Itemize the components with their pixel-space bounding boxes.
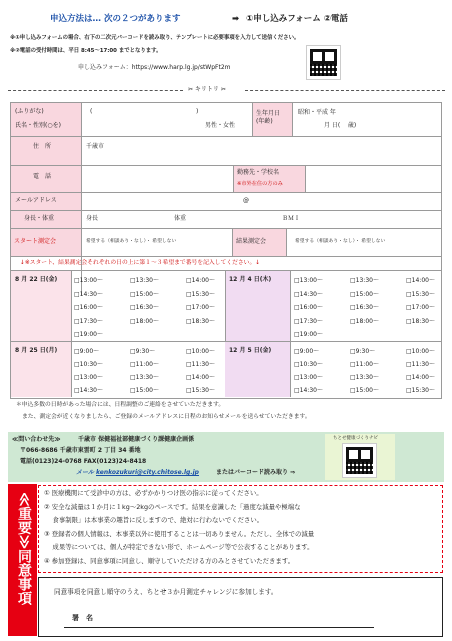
application-title: 申込方法は… 次の２つがあります xyxy=(50,14,181,24)
time-slot-checkbox[interactable]: □18:00～ xyxy=(350,317,379,325)
form-url[interactable]: 申し込みフォーム：https://www.harp.lg.jp/stWpFt2m xyxy=(78,64,231,71)
cut-line-left xyxy=(8,90,183,91)
at-sign: @ xyxy=(243,197,249,204)
time-slot-checkbox[interactable]: □16:00～ xyxy=(74,304,103,311)
time-slot-checkbox[interactable]: □13:00～ xyxy=(294,374,323,381)
dec4-date: 12 月 4 日(木) xyxy=(229,276,272,283)
furigana-paren-close: ) xyxy=(196,108,199,115)
time-slot-checkbox[interactable]: □17:30～ xyxy=(294,317,323,325)
contact-org: 千歳市 保健福祉部健康づくり課健康企画係 xyxy=(78,436,195,443)
email-label: メールアドレス xyxy=(15,197,57,204)
time-slot-checkbox[interactable]: □13:30～ xyxy=(130,374,159,381)
time-slot-checkbox[interactable]: □11:00～ xyxy=(350,361,379,368)
time-slot-checkbox[interactable]: □9:00～ xyxy=(74,348,100,355)
arrow-icon: ➡ xyxy=(232,14,240,24)
start-label: スタート測定会 xyxy=(14,238,57,245)
divider xyxy=(290,271,291,397)
name-input[interactable] xyxy=(84,117,204,133)
contact-mail-suffix: またはバーコード読み取り ⇒ xyxy=(216,469,296,476)
consent-item: 成果等については、個人が特定できない形で、ホームページ等で公表することがあります。 xyxy=(44,543,314,551)
footnote-1: ＊申込多数の日時があった場合には、日程調整のご連絡をさせていただきます。 xyxy=(16,402,225,408)
time-slot-checkbox[interactable]: □14:30～ xyxy=(74,387,103,394)
divider xyxy=(232,229,233,256)
work-note: ※市外在住の方のみ xyxy=(237,181,283,187)
gender-choice[interactable]: 男性・女性 xyxy=(205,122,236,129)
aug22-date: 8 月 22 日(金) xyxy=(15,276,58,283)
birth-era[interactable]: 昭和・平成 年 xyxy=(298,109,336,116)
divider xyxy=(233,166,234,192)
result-options[interactable]: 希望する（相談あり・なし）・ 希望しない xyxy=(295,239,386,244)
address-label-cell xyxy=(11,137,81,165)
divider xyxy=(292,103,293,136)
note-form: ※①申し込みフォームの場合、右下の二次元バーコードを読み取り、テンプレートに必要事項を入力して送信ください。 xyxy=(10,35,300,41)
signature-line[interactable] xyxy=(64,627,374,628)
time-slot-checkbox[interactable]: □15:00～ xyxy=(130,290,159,298)
time-slot-checkbox[interactable]: □14:30～ xyxy=(294,387,323,394)
time-slot-checkbox[interactable]: □14:30～ xyxy=(74,290,103,298)
time-slot-checkbox[interactable]: □10:00～ xyxy=(186,348,215,355)
aug25-date: 8 月 25 日(月) xyxy=(15,347,58,354)
birth-label: 生年月日 (年齢) xyxy=(256,110,281,125)
time-slot-checkbox[interactable]: □9:30～ xyxy=(130,348,156,355)
work-label: 勤務先・学校名 xyxy=(237,169,280,176)
time-slot-checkbox[interactable]: □16:30～ xyxy=(130,304,159,311)
phone-input[interactable] xyxy=(84,168,229,190)
divider xyxy=(252,103,253,136)
time-slot-checkbox[interactable]: □19:00～ xyxy=(294,331,323,338)
address-label: 住 所 xyxy=(33,143,52,150)
time-slot-checkbox[interactable]: □13:00～ xyxy=(74,374,103,381)
time-slot-checkbox[interactable]: □13:30～ xyxy=(350,277,379,284)
time-slot-checkbox[interactable]: □15:00～ xyxy=(350,290,379,298)
navi-qr-caption: ちとせ健康づくりナビ xyxy=(333,436,378,441)
body-label: 身長・体重 xyxy=(24,215,55,222)
contact-mail-prefix: メール xyxy=(76,469,94,476)
time-slot-checkbox[interactable]: □13:00～ xyxy=(294,277,323,284)
form-qr-code[interactable] xyxy=(307,46,340,79)
agreement-text: 同意事項を同意し順守のうえ、ちとせ３か月測定チャレンジに参加します。 xyxy=(54,588,278,596)
consent-item: ① 医療機関にて受診中の方は、必ずかかりつけ医の指示に従ってください。 xyxy=(44,489,263,497)
time-slot-checkbox[interactable]: □15:30～ xyxy=(186,290,215,298)
divider xyxy=(286,229,287,256)
time-slot-checkbox[interactable]: □16:00～ xyxy=(294,304,323,311)
name-gender-label: 氏名・性別(○を) xyxy=(15,122,61,129)
time-slot-checkbox[interactable]: □11:30～ xyxy=(186,361,215,368)
time-slot-checkbox[interactable]: □15:00～ xyxy=(350,387,379,394)
consent-side-label: ≪重要≫同意事項 xyxy=(16,492,32,606)
time-slot-checkbox[interactable]: □9:30～ xyxy=(350,348,376,355)
time-slot-checkbox[interactable]: □13:00～ xyxy=(74,277,103,284)
consent-item: ④ 参加登録は、同意事項に同意し、順守していただける方のみとさせていただきます。 xyxy=(44,556,295,565)
time-slot-checkbox[interactable]: □17:00～ xyxy=(186,304,215,311)
time-slot-checkbox[interactable]: □11:00～ xyxy=(130,361,159,368)
time-slot-checkbox[interactable]: □14:00～ xyxy=(406,277,435,284)
footnote-2: また、測定会が近くなりましたら、ご登録のメールアドレスに日程のお知らせメールを送らせていただきます。 xyxy=(22,414,311,420)
contact-label: ≪問い合わせ先≫ xyxy=(12,436,61,443)
time-slot-checkbox[interactable]: □11:30～ xyxy=(406,361,435,368)
time-slot-checkbox[interactable]: □13:30～ xyxy=(350,374,379,381)
time-slot-checkbox[interactable]: □17:00～ xyxy=(406,304,435,311)
time-slot-checkbox[interactable]: □18:30～ xyxy=(186,317,215,325)
time-slot-checkbox[interactable]: □15:30～ xyxy=(406,290,435,298)
bmi-label[interactable]: ＢＭＩ xyxy=(282,215,301,222)
time-slot-checkbox[interactable]: □16:30～ xyxy=(350,304,379,311)
time-slot-checkbox[interactable]: □10:30～ xyxy=(74,361,103,368)
divider xyxy=(305,166,306,192)
divider xyxy=(71,271,72,397)
time-slot-checkbox[interactable]: □14:00～ xyxy=(186,374,215,381)
dec5-date: 12 月 5 日(金) xyxy=(229,347,272,354)
time-slot-checkbox[interactable]: □17:30～ xyxy=(74,317,103,325)
furigana-label: (ふりがな) xyxy=(15,108,44,115)
divider xyxy=(11,256,441,257)
time-slot-checkbox[interactable]: □15:00～ xyxy=(130,387,159,394)
time-slot-checkbox[interactable]: □14:00～ xyxy=(406,374,435,381)
consent-item: ② 安全な減量は１か月に１kg～2kgのペースです。結果を意識した「過度な減量や極端な xyxy=(44,502,301,511)
start-options[interactable]: 希望する（相談あり・なし）・ 希望しない xyxy=(86,239,177,244)
furigana-paren-open: ( xyxy=(90,108,93,115)
time-slot-checkbox[interactable]: □14:00～ xyxy=(186,277,215,284)
time-slot-checkbox[interactable]: □10:00～ xyxy=(406,348,435,355)
note-phone: ※②電話の受付時間は、平日 8:45～17:00 までとなります。 xyxy=(10,48,162,54)
time-slot-checkbox[interactable]: □10:30～ xyxy=(294,361,323,368)
contact-email-link[interactable]: kenkozukuri@city.chitose.lg.jp xyxy=(96,469,199,476)
time-slot-checkbox[interactable]: □14:30～ xyxy=(294,290,323,298)
birth-month-day[interactable]: 月 日( 歳) xyxy=(324,122,357,129)
contact-tel: 電話(0123)24-0768 FAX(0123)24-8418 xyxy=(20,458,147,465)
time-slot-checkbox[interactable]: □18:00～ xyxy=(130,317,159,325)
navi-qr-code[interactable] xyxy=(343,444,376,477)
time-slot-checkbox[interactable]: □19:00～ xyxy=(74,331,103,338)
schedule-instruction: ↓※スタート、結果測定会それぞれの日の上に第１～３希望まで番号を記入してください。↓ xyxy=(20,260,261,266)
weight-label[interactable]: 体重 xyxy=(174,215,187,222)
time-slot-checkbox[interactable]: □18:30～ xyxy=(406,317,435,325)
height-label[interactable]: 身長 xyxy=(86,215,99,222)
time-slot-checkbox[interactable]: □9:00～ xyxy=(294,348,320,355)
contact-address: 〒066-8686 千歳市東雲町 2 丁目 34 番地 xyxy=(20,447,141,454)
result-label: 結果測定会 xyxy=(236,238,267,245)
consent-item: ③ 登録者の個人情報は、本事業以外に使用することは一切ありません。ただし、全体での減量 xyxy=(44,529,315,538)
time-slot-checkbox[interactable]: □13:30～ xyxy=(130,277,159,284)
address-value[interactable]: 千歳市 xyxy=(86,143,105,150)
agreement-box xyxy=(38,577,443,637)
time-slot-checkbox[interactable]: □15:30～ xyxy=(186,387,215,394)
time-slot-checkbox[interactable]: □15:30～ xyxy=(406,387,435,394)
cut-label: ✂ キリトリ ✂ xyxy=(188,86,226,93)
application-options: ①申し込みフォーム ②電話 xyxy=(246,14,348,24)
phone-label: 電 話 xyxy=(33,173,52,180)
signature-label: 署 名 xyxy=(72,614,93,622)
cut-line-right xyxy=(245,90,445,91)
consent-item: 食事制限」は本事業の趣旨に反しますので、絶対に行わないでください。 xyxy=(44,516,264,524)
